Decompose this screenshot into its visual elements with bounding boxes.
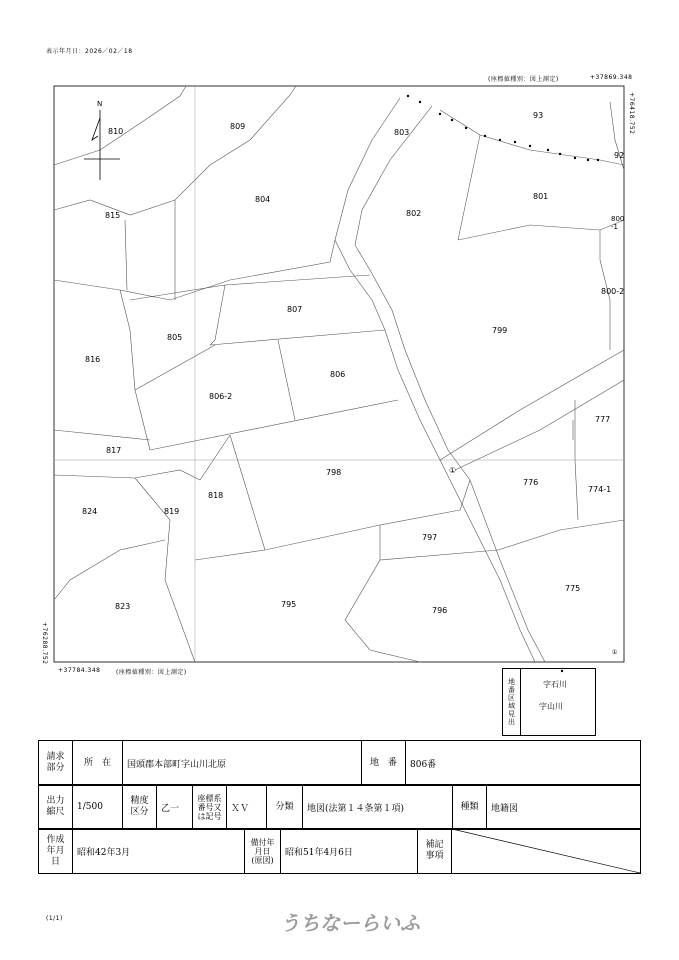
coord-right-top: +76418.752: [628, 92, 635, 135]
parcel-label: 806-2: [209, 392, 233, 401]
measure-note-bottom: (座標値種別：図上測定): [116, 669, 187, 676]
parcel-label: 810: [108, 127, 124, 136]
parcel-label: 801: [533, 192, 549, 201]
north-label: N: [97, 100, 103, 108]
parcel-label: 796: [432, 606, 448, 615]
parcel-label: 775: [565, 584, 581, 593]
parcel-label: 776: [523, 478, 539, 487]
request-section-label: 請求部分: [39, 741, 73, 786]
parcel-label: 798: [326, 468, 342, 477]
supplement-label: 補記事項: [418, 829, 452, 874]
supplement-strike: [452, 829, 640, 873]
parcel-label: 806: [330, 370, 346, 379]
precision-label: 精度区分: [123, 785, 157, 830]
parcel-label: 819: [164, 507, 180, 516]
lot-value: 806番: [406, 741, 641, 786]
area-index-entry: 字石川: [543, 680, 567, 689]
parcel-label: 93: [533, 111, 544, 120]
parcel-label: 818: [208, 491, 224, 500]
area-index-entry: 字山川: [539, 702, 563, 711]
parcel-label: 800-2: [601, 287, 625, 296]
control-point-marker: ①: [449, 466, 457, 475]
parcel-label: 774-1: [588, 485, 612, 494]
parcel-label: 800 -1: [611, 215, 625, 231]
created-value: 昭和42年3月: [73, 829, 245, 874]
scale-label: 出力縮尺: [39, 785, 73, 830]
installed-value: 昭和51年4月6日: [281, 829, 418, 874]
print-date: 表示年月日：2026／02／18: [46, 48, 133, 55]
page-number: (1/1): [46, 915, 63, 922]
parcel-label: 777: [595, 415, 611, 424]
coord-bottom-left: +37784.348: [58, 667, 101, 674]
corner-marker: ①: [612, 649, 618, 656]
parcel-label: 817: [106, 446, 122, 455]
precision-value: 乙一: [157, 785, 193, 830]
installed-label: 備付年月日(原図): [245, 829, 281, 874]
coord-left-bottom: +76288.752: [41, 622, 48, 665]
type-label: 種類: [453, 785, 487, 830]
parcel-label: 815: [105, 211, 121, 220]
info-table: [38, 740, 641, 786]
parcel-label: 823: [115, 602, 131, 611]
parcel-labels: [82, 111, 624, 615]
parcel-label: 803: [394, 128, 410, 137]
supplement-value: [452, 829, 641, 874]
parcel-label: 797: [422, 533, 438, 542]
classification-value: 地図(法第１４条第１項): [303, 785, 453, 830]
lot-label: 地 番: [362, 741, 406, 786]
parcel-label: 809: [230, 122, 246, 131]
type-value: 地籍図: [487, 785, 641, 830]
parcel-label: 799: [492, 326, 508, 335]
coord-system-value: ＸＶ: [227, 785, 267, 830]
coord-top-right: +37869.348: [590, 74, 633, 81]
parcel-label: 824: [82, 507, 98, 516]
scale-value: 1/500: [73, 785, 123, 830]
location-value: 国頭郡本部町字山川北原: [123, 741, 362, 786]
location-label: 所 在: [73, 741, 123, 786]
measure-note-top: (座標値種別：図上測定): [488, 76, 559, 83]
coord-system-label: 座標系番号又は記号: [193, 785, 227, 830]
parcel-label: 802: [406, 209, 422, 218]
classification-label: 分類: [267, 785, 303, 830]
parcel-label: 795: [281, 600, 297, 609]
area-index-box: [502, 668, 596, 736]
parcel-label: 807: [287, 305, 303, 314]
parcel-label: 92: [614, 151, 625, 160]
parcel-label: 816: [85, 355, 101, 364]
watermark-logo: うちなーらいふ: [280, 911, 420, 935]
parcel-label: 805: [167, 333, 183, 342]
area-index-title: 地番区域見出: [507, 678, 516, 726]
north-arrow-icon: [84, 110, 120, 180]
info-table-row3: [38, 828, 641, 874]
info-table-row2: [38, 784, 641, 830]
created-label: 作成年月日: [39, 829, 73, 874]
parcel-label: 804: [255, 195, 271, 204]
